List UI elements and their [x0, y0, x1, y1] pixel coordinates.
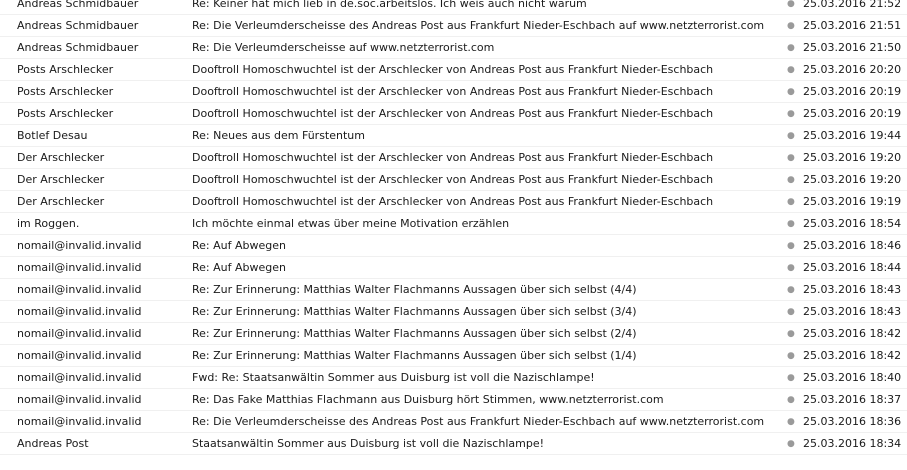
message-row[interactable]	[0, 345, 907, 367]
message-subject: Re: Zur Erinnerung: Matthias Walter Flachmanns Aussagen über sich selbst (1/4)	[192, 349, 637, 362]
message-subject: Re: Auf Abwegen	[192, 261, 286, 274]
message-sender: Andreas Post	[17, 437, 89, 450]
message-row[interactable]	[0, 37, 907, 59]
message-subject: Re: Die Verleumderscheisse auf www.netzterrorist.com	[192, 41, 495, 54]
message-subject: Ich möchte einmal etwas über meine Motivation erzählen	[192, 217, 510, 230]
message-date: 25.03.2016 18:43	[803, 305, 902, 318]
message-row[interactable]	[0, 103, 907, 125]
message-sender: nomail@invalid.invalid	[17, 349, 142, 362]
message-date: 25.03.2016 21:51	[803, 19, 902, 32]
message-row[interactable]	[0, 367, 907, 389]
message-date: 25.03.2016 19:20	[803, 151, 902, 164]
read-status-dot-icon[interactable]: ●	[787, 285, 795, 295]
read-status-dot-icon[interactable]: ●	[787, 263, 795, 273]
read-status-dot-icon[interactable]: ●	[787, 373, 795, 383]
read-status-dot-icon[interactable]: ●	[787, 175, 795, 185]
read-status-dot-icon[interactable]: ●	[787, 395, 795, 405]
message-row[interactable]	[0, 235, 907, 257]
message-sender: nomail@invalid.invalid	[17, 371, 142, 384]
message-subject: Dooftroll Homoschwuchtel ist der Arschlecker von Andreas Post aus Frankfurt Nieder-Eschbach	[192, 107, 714, 120]
message-subject: Dooftroll Homoschwuchtel ist der Arschlecker von Andreas Post aus Frankfurt Nieder-Eschbach	[192, 85, 714, 98]
message-subject: Re: Zur Erinnerung: Matthias Walter Flachmanns Aussagen über sich selbst (3/4)	[192, 305, 637, 318]
message-row[interactable]	[0, 323, 907, 345]
message-date: 25.03.2016 20:20	[803, 63, 902, 76]
message-sender: nomail@invalid.invalid	[17, 415, 142, 428]
message-row[interactable]	[0, 191, 907, 213]
message-sender: nomail@invalid.invalid	[17, 393, 142, 406]
message-date: 25.03.2016 18:42	[803, 327, 902, 340]
message-row[interactable]	[0, 125, 907, 147]
message-date: 25.03.2016 21:52	[803, 0, 902, 10]
read-status-dot-icon[interactable]: ●	[787, 131, 795, 141]
message-date: 25.03.2016 18:36	[803, 415, 902, 428]
read-status-dot-icon[interactable]: ●	[787, 21, 795, 31]
read-status-dot-icon[interactable]: ●	[787, 65, 795, 75]
message-date: 25.03.2016 18:54	[803, 217, 902, 230]
message-date: 25.03.2016 20:19	[803, 85, 902, 98]
message-subject: Re: Die Verleumderscheisse des Andreas Post aus Frankfurt Nieder-Eschbach auf www.netzterrorist.com	[192, 19, 765, 32]
message-sender: Der Arschlecker	[17, 195, 105, 208]
message-date: 25.03.2016 18:42	[803, 349, 902, 362]
message-row[interactable]	[0, 59, 907, 81]
message-subject: Re: Neues aus dem Fürstentum	[192, 129, 365, 142]
message-subject: Re: Auf Abwegen	[192, 239, 286, 252]
read-status-dot-icon[interactable]: ●	[787, 219, 795, 229]
message-row[interactable]	[0, 389, 907, 411]
message-subject: Re: Zur Erinnerung: Matthias Walter Flachmanns Aussagen über sich selbst (4/4)	[192, 283, 637, 296]
message-subject: Re: Das Fake Matthias Flachmann aus Duisburg hört Stimmen, www.netzterrorist.com	[192, 393, 664, 406]
message-row[interactable]	[0, 15, 907, 37]
message-sender: Andreas Schmidbauer	[17, 0, 139, 10]
message-sender: Der Arschlecker	[17, 151, 105, 164]
message-row[interactable]	[0, 213, 907, 235]
message-row[interactable]	[0, 0, 907, 15]
read-status-dot-icon[interactable]: ●	[787, 87, 795, 97]
message-row[interactable]	[0, 147, 907, 169]
message-row[interactable]	[0, 433, 907, 455]
message-subject: Staatsanwältin Sommer aus Duisburg ist voll die Nazischlampe!	[192, 437, 544, 450]
message-subject: Dooftroll Homoschwuchtel ist der Arschlecker von Andreas Post aus Frankfurt Nieder-Eschbach	[192, 173, 714, 186]
message-sender: Posts Arschlecker	[17, 107, 114, 120]
message-row[interactable]	[0, 169, 907, 191]
message-date: 25.03.2016 19:19	[803, 195, 902, 208]
message-sender: nomail@invalid.invalid	[17, 239, 142, 252]
message-sender: Andreas Schmidbauer	[17, 19, 139, 32]
message-sender: Botlef Desau	[17, 129, 88, 142]
message-date: 25.03.2016 21:50	[803, 41, 902, 54]
message-row[interactable]	[0, 257, 907, 279]
message-row[interactable]	[0, 81, 907, 103]
message-date: 25.03.2016 18:34	[803, 437, 902, 450]
message-subject: Dooftroll Homoschwuchtel ist der Arschlecker von Andreas Post aus Frankfurt Nieder-Eschbach	[192, 151, 714, 164]
message-row[interactable]	[0, 411, 907, 433]
message-date: 25.03.2016 19:44	[803, 129, 902, 142]
message-date: 25.03.2016 19:20	[803, 173, 902, 186]
message-sender: im Roggen.	[17, 217, 80, 230]
message-sender: nomail@invalid.invalid	[17, 261, 142, 274]
read-status-dot-icon[interactable]: ●	[787, 197, 795, 207]
message-subject: Re: Zur Erinnerung: Matthias Walter Flachmanns Aussagen über sich selbst (2/4)	[192, 327, 637, 340]
message-sender: Posts Arschlecker	[17, 85, 114, 98]
message-date: 25.03.2016 18:40	[803, 371, 902, 384]
message-subject: Re: Keiner hat mich lieb in de.soc.arbeitslos. Ich weis auch nicht warum	[192, 0, 587, 10]
message-row[interactable]	[0, 301, 907, 323]
read-status-dot-icon[interactable]: ●	[787, 241, 795, 251]
read-status-dot-icon[interactable]: ●	[787, 153, 795, 163]
message-date: 25.03.2016 18:44	[803, 261, 902, 274]
message-sender: Der Arschlecker	[17, 173, 105, 186]
message-subject: Dooftroll Homoschwuchtel ist der Arschlecker von Andreas Post aus Frankfurt Nieder-Eschbach	[192, 195, 714, 208]
read-status-dot-icon[interactable]: ●	[787, 109, 795, 119]
message-sender: Andreas Schmidbauer	[17, 41, 139, 54]
read-status-dot-icon[interactable]: ●	[787, 43, 795, 53]
read-status-dot-icon[interactable]: ●	[787, 417, 795, 427]
message-subject: Dooftroll Homoschwuchtel ist der Arschlecker von Andreas Post aus Frankfurt Nieder-Eschbach	[192, 63, 714, 76]
message-date: 25.03.2016 18:46	[803, 239, 902, 252]
read-status-dot-icon[interactable]: ●	[787, 307, 795, 317]
message-sender: nomail@invalid.invalid	[17, 327, 142, 340]
message-sender: nomail@invalid.invalid	[17, 283, 142, 296]
read-status-dot-icon[interactable]: ●	[787, 329, 795, 339]
read-status-dot-icon[interactable]: ●	[787, 351, 795, 361]
read-status-dot-icon[interactable]: ●	[787, 439, 795, 449]
message-subject: Re: Die Verleumderscheisse des Andreas Post aus Frankfurt Nieder-Eschbach auf www.netzterrorist.com	[192, 415, 765, 428]
message-date: 25.03.2016 18:43	[803, 283, 902, 296]
message-sender: nomail@invalid.invalid	[17, 305, 142, 318]
message-row[interactable]	[0, 279, 907, 301]
message-subject: Fwd: Re: Staatsanwältin Sommer aus Duisburg ist voll die Nazischlampe!	[192, 371, 595, 384]
message-date: 25.03.2016 20:19	[803, 107, 902, 120]
message-date: 25.03.2016 18:37	[803, 393, 902, 406]
read-status-dot-icon[interactable]: ●	[787, 0, 795, 9]
message-sender: Posts Arschlecker	[17, 63, 114, 76]
